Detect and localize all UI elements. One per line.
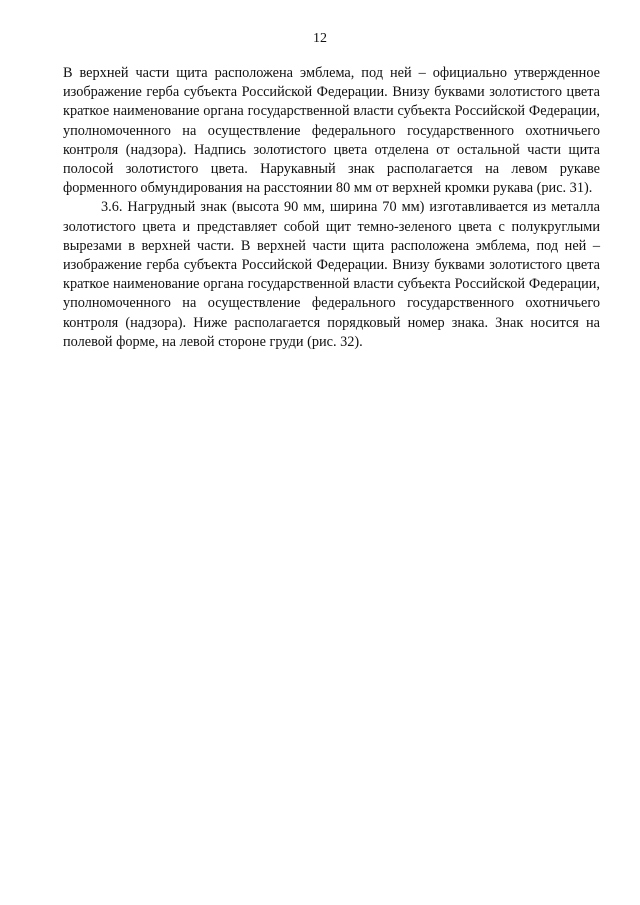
paragraph: В верхней части щита расположена эмблема, под ней – официально утвержденное изображение герба субъекта Российской Федерации. Внизу буквами золотистого цвета краткое наименование органа государственной власти субъекта Российской Федерации, уполномоченного на осуществление федерального государственного охотничьего контроля (надзора). Надпись золотистого цвета отделена от остальной части щита полосой золотистого цвета. Нарукавный знак располагается на левом рукаве форменного обмундирования на расстоянии 80 мм от верхней кромки рукава (рис. 31). — [63, 65, 600, 197]
document-body — [63, 64, 600, 352]
paragraph: 3.6. Нагрудный знак (высота 90 мм, ширина 70 мм) изготавливается из металла золотистого цвета и представляет собой щит темно-зеленого цвета с полукруглыми вырезами в верхней части. В верхней части щита расположена эмблема, под ней – изображение герба субъекта Российской Федерации. Внизу буквами золотистого цвета краткое наименование органа государственной власти субъекта Российской Федерации, уполномоченного на осуществление федерального государственного охотничьего контроля (надзора). Ниже располагается порядковый номер знака. Знак носится на полевой форме, на левой стороне груди (рис. 32). — [63, 199, 600, 350]
page-number: 12 — [313, 31, 327, 46]
